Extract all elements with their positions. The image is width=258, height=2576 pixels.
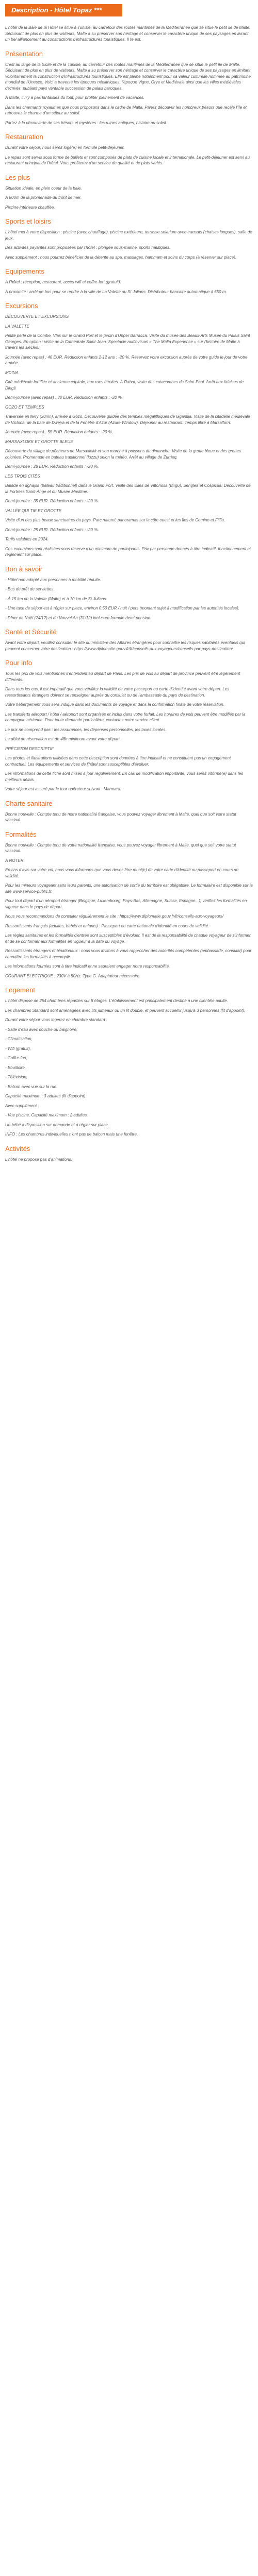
section-title: Activités xyxy=(5,1144,30,1153)
section-paragraph: Dans tous les cas, il est impératif que vous vérifiiez la validité de votre passeport ou carte d'identité avant votre départ. Les ressortissants étrangers doivent se renseigner auprès du consulat ou de l'ambassade du pays de destination. xyxy=(5,687,230,698)
section-title: Restauration xyxy=(5,133,43,141)
section-title: Formalités xyxy=(5,830,37,838)
section-paragraph: MDINA xyxy=(5,370,19,375)
section-paragraph: Des activités payantes sont proposées par l'hôtel : plongée sous-marine, sports nautiques. xyxy=(5,245,171,250)
section-paragraph: Capacité maximum : 3 adultes (lit d'appoint). xyxy=(5,1094,87,1098)
section-paragraph: COURANT ÉLECTRIQUE : 230V à 50Hz. Type G. Adaptateur nécessaire. xyxy=(5,973,141,978)
section-title: Présentation xyxy=(5,49,43,58)
section-paragraph: LA VALETTE xyxy=(5,324,29,329)
section-paragraph: Demi-journée : 35 EUR. Réduction enfants : -20 %. xyxy=(5,499,99,503)
section-paragraph: DÉCOUVERTE ET EXCURSIONS xyxy=(5,314,69,319)
section-bon-a-savoir xyxy=(5,565,253,621)
section-paragraph: À proximité : arrêt de bus pour se rendre à la ville de La Valette ou St Julians. Distributeur bancaire automatique à 650 m. xyxy=(5,289,227,294)
section-paragraph: Découverte du village de pêcheurs de Marsaxlokk et son marché à poissons du dimanche. Visite de la grotte bleue et des grottes colorées. Promenade en bateau traditionnel (luzzu) selon la météo. Arrêt au village de Zurrieq. xyxy=(5,449,241,460)
section-logement xyxy=(5,986,253,1138)
section-paragraph: - Dîner de Noël (24/12) et du Nouvel An (31/12) inclus en formule demi-pension. xyxy=(5,615,152,620)
section-title: Sports et loisirs xyxy=(5,217,51,225)
section-paragraph: Avec supplément : xyxy=(5,1103,39,1108)
section-paragraph: Les informations fournies sont à titre indicatif et ne sauraient engager notre responsabilité. xyxy=(5,964,170,969)
section-paragraph: Un bébé a disposition sur demande et à régler sur place. xyxy=(5,1122,109,1127)
section-paragraph: PRÉCISION DESCRIPTIF xyxy=(5,746,54,751)
section-paragraph: - Bouilloire, xyxy=(5,1065,26,1070)
section-paragraph: Le prix ne comprend pas : les assurances, les dépenses personnelles, les taxes locales. xyxy=(5,727,167,732)
section-paragraph: - Coffre-fort, xyxy=(5,1056,28,1060)
section-precision xyxy=(5,746,253,792)
section-paragraph: - Climatisation, xyxy=(5,1037,33,1041)
section-paragraph: Pour tout départ d'un aéroport étranger (Belgique, Luxembourg, Pays-Bas, Allemagne, Suisse, Espagne...), vérifiez les formalités en vigueur dans le pays de départ. xyxy=(5,899,247,909)
section-paragraph: L'hôtel de la Baie de la Hôtel se situe à Tunisie, au carrefour des routes maritimes de la Méditerranée que se situe le petit île de Malte. Séduisant de plus en plus de visiteurs, Malte a su préserver son héritage et conserver le caractère unique de ses paysages en livrant un bel alliancement au constructions d'infrastructures touristiques. Il te est. xyxy=(5,25,251,42)
section-paragraph: Journée (avec repas) : 55 EUR. Réduction enfants : -20 %. xyxy=(5,430,113,434)
section-paragraph: - Bus de prêt de serviettes. xyxy=(5,587,55,591)
section-paragraph: Balade en dgħajsa (bateau traditionnel) dans le Grand Port. Visite des villes de Vittoriosa (Birgu), Senglea et Cospicua. Découverte de la Fortress Saint-Ange et du Musée Maritime. xyxy=(5,483,251,494)
section-paragraph: Demi-journée : 28 EUR. Réduction enfants : -20 %. xyxy=(5,464,99,469)
section-paragraph: Le délai de réservation est de 48h minimum avant votre départ. xyxy=(5,737,121,741)
section-paragraph: - Salle d'eau avec douche ou baignoire, xyxy=(5,1027,78,1032)
section-paragraph: Journée (avec repas) : 40 EUR. Réduction enfants 2-12 ans : -20 %. Réservez votre excursion auprès de votre guide le jour de votre arrivée. xyxy=(5,354,248,365)
section-title: Les plus xyxy=(5,173,30,181)
section-paragraph: Avant votre départ, veuillez consulter le site du ministère des Affaires étrangères pour connaître les risques sanitaires éventuels qui peuvent concerner votre destination : https://www.diplomatie.gouv.fr/fr/conseils-aux-voyageurs/conseils-par-pays-destination/ xyxy=(5,640,245,651)
section-paragraph: Votre séjour est assuré par le tour opérateur suivant : Marmara. xyxy=(5,787,122,791)
section-paragraph: Petite perle de la Combe, Vlas sur le Grand Port et le jardin d'Upper Barracca. Visite du musée des Beaux-Arts Musée du Palais Saint Georges. En option : visite de la Cathédrale Saint-Jean. Spectacle audiovisuel « The Malta Experience » sur l'histoire de Malte à travers les siècles. xyxy=(5,333,250,350)
section-paragraph: Les chambres Standard sont aménagées avec lits jumeaux ou un lit double, et peuvent accueillir jusqu'à 3 personnes (lit d'appoint). xyxy=(5,1008,246,1013)
section-paragraph: Bonne nouvelle : Compte tenu de votre nationalité française, vous pouvez voyager librement à Malte, quel que soit votre statut vaccinal. xyxy=(5,842,236,853)
section-sports-loisirs xyxy=(5,217,253,260)
section-paragraph: Les transferts aéroport / hôtel / aéroport sont organisés et inclus dans votre forfait. Les horaires de vols peuvent être modifiés par la compagnie aérienne. Pour toute demande particulière, contactez notre service client. xyxy=(5,711,246,722)
section-paragraph: MARSAXLOKK ET GROTTE BLEUE xyxy=(5,439,73,444)
section-paragraph: Durant votre séjour vous logerez en chambre standard : xyxy=(5,1018,107,1022)
section-title: Logement xyxy=(5,986,35,994)
section-paragraph: L'hôtel dispose de 254 chambres réparties sur 8 étages. L'établissement est principalement destiné à une clientèle adulte. xyxy=(5,998,228,1003)
section-paragraph: Situation idéale, en plein coeur de la baie. xyxy=(5,185,82,191)
section-paragraph: - Hôtel non adapté aux personnes à mobilité réduite. xyxy=(5,577,101,582)
section-paragraph: INFO : Les chambres individuelles n'ont pas de balcon mais une fenêtre. xyxy=(5,1132,138,1137)
section-paragraph: Votre hébergement vous sera indiqué dans les documents de voyage et dans la confirmation finale de votre réservation. xyxy=(5,702,224,707)
section-paragraph: Les informations de cette fiche sont mises à jour régulièrement. En cas de modification importante, vous serez informé(e) dans les meilleurs délais. xyxy=(5,771,244,782)
section-paragraph: GOZO ET TEMPLES xyxy=(5,404,44,410)
section-paragraph: Le repas sont servis sous forme de buffets et sont composés de plats de cuisine locale et internationale. Le petit-déjeuner est servi au restaurant principal de l'hôtel. Vous profiterez d'un service de qualité et de plats variés. xyxy=(5,155,250,165)
section-paragraph: À l'hôtel : réception, restaurant, accès wifi et coffre-fort (gratuit). xyxy=(5,280,121,284)
section-paragraph: Ressortissants étrangers et binationaux : nous vous invitons à vous rapprocher des autorités compétentes (ambassade, consulat) pour connaître les formalités à accomplir. xyxy=(5,948,252,959)
section-paragraph: LES TROIS CITÉS xyxy=(5,473,40,479)
section-paragraph: - Wifi (gratuit), xyxy=(5,1046,31,1051)
section-restauration xyxy=(5,133,253,166)
section-paragraph: L'hôtel met à votre disposition : piscine (avec chauffage), piscine extérieure, terrasse solarium avec transats (chaises longues), salle de jeux. xyxy=(5,230,252,241)
section-paragraph: Tous les prix de vols mentionnés s'entendent au départ de Paris. Les prix de vols au départ de province peuvent être légèrement différents. xyxy=(5,671,240,682)
section-paragraph: C'est au large de la Sicile et de la Tunisie, au carrefour des routes maritimes de la Méditerranée que se situe le petit île de Malte. Séduisant de plus en plus de visiteurs, Malte a su préserver son héritage et conserver le caractère unique de ses paysages en limitant volontairement la construction d'infrastructures touristiques. Elle est pleine notamment pour sa valeur culturelle nommée au patrimoine mondial de l'Unesco. Voici a traversé les époques néolithiques, l'époque Vigne, Orye et Mediévale ainsi que les villes médiévales décrivés, publiant pays véritable succession de palais baroques. xyxy=(5,62,251,91)
section-paragraph: Durant votre séjour, nous serez logé(e) en formule petit-déjeuner. xyxy=(5,145,125,150)
page-title: Description - Hôtel Topaz *** xyxy=(5,4,122,16)
section-paragraph: Les règles sanitaires et les formalités d'entrée sont susceptibles d'évoluer. Il est de la responsabilité de chaque voyageur de s'informer et de se conformer aux formalités en vigueur à la date du voyage. xyxy=(5,933,251,944)
section-paragraph: À NOTER xyxy=(5,858,24,863)
section-title: Bon à savoir xyxy=(5,565,43,573)
section-paragraph: Demi-journée (avec repas) : 30 EUR. Réduction enfants : -20 %. xyxy=(5,395,123,400)
section-title: Santé et Sécurité xyxy=(5,628,57,636)
section-paragraph: Visite d'un des plus beaux sanctuaires du pays. Parc naturel, panoramas sur la côte ouest et les îles de Comino et Filfla. xyxy=(5,518,225,522)
section-paragraph: - Une taxe de séjour est à régler sur place, environ 0.50 EUR / nuit / pers (montant sujet à modification par les autorités locales). xyxy=(5,606,239,611)
section-paragraph: Ces excursions sont réalisées sous réserve d'un minimum de participants. Prix par personne donnés à titre indicatif, fonctionnement et règlement sur place. xyxy=(5,546,251,557)
section-presentation xyxy=(5,50,253,126)
section-title: Excursions xyxy=(5,302,38,310)
section-paragraph: Bonne nouvelle : Compte tenu de notre nationalité française, vous pouvez voyager librement à Malte, quel que soit votre statut vaccinal. xyxy=(5,811,236,822)
section-paragraph: - Télévision, xyxy=(5,1075,28,1079)
section-paragraph: Avec supplément : nous pourrez bénéficier de la détente au spa, massages, hammam et soins du corps (à réserver sur place). xyxy=(5,255,237,260)
section-excursions xyxy=(5,302,253,558)
section-paragraph: Ressortissants français (adultes, bébés et enfants) : Passeport ou carte nationale d'identité en cours de validité. xyxy=(5,923,209,928)
section-paragraph: Pour les mineurs voyageant sans leurs parents, une autorisation de sortie du territoire est obligatoire. Le formulaire est disponible sur le site www.service-public.fr. xyxy=(5,883,253,894)
section-intro xyxy=(5,25,253,43)
section-activites xyxy=(5,1145,253,1163)
section-charte-sanitaire xyxy=(5,800,253,823)
section-paragraph: L'hôtel ne propose pas d'animations. xyxy=(5,1157,72,1162)
section-title: Charte sanitaire xyxy=(5,799,53,807)
section-paragraph: Nous vous recommandons de consulter régulièrement le site : https://www.diplomatie.gouv.fr/fr/conseils-aux-voyageurs/ xyxy=(5,914,224,919)
section-title: Equipements xyxy=(5,267,44,275)
section-paragraph: Partez à la découverte de ses trésors et mystères : les ruines antiques, histoire au soleil. xyxy=(5,120,167,125)
section-pour-info xyxy=(5,659,253,742)
section-paragraph: Demi-journée : 25 EUR. Réduction enfants : -20 %. xyxy=(5,527,99,532)
section-paragraph: Cité médiévale fortifiée et ancienne capitale, aux rues étroites. À Rabat, visite des catacombes de Saint-Paul. Arrêt aux falaises de Dingli. xyxy=(5,380,244,391)
section-paragraph: VALLÉE QUI TIE ET GROTTE xyxy=(5,508,61,513)
description-content xyxy=(5,25,253,1162)
section-les-plus xyxy=(5,174,253,211)
section-paragraph: Piscine intérieure chauffée. xyxy=(5,205,55,210)
section-title: Pour info xyxy=(5,659,33,667)
section-paragraph: Tarifs valables en 2024. xyxy=(5,537,49,541)
page xyxy=(0,0,258,1176)
section-paragraph: À Malte, il n'y a pas fantaisies du tout, pour profiter pleinement de vacances. xyxy=(5,95,145,100)
section-paragraph: À 800m de la promenade du front de mer. xyxy=(5,195,82,200)
section-paragraph: - Vue piscine. Capacité maximum : 2 adultes. xyxy=(5,1113,88,1117)
section-paragraph: Les photos et illustrations utilisées dans cette description sont données à titre indicatif et ne constituent pas un engagement contractuel. Les équipements et services de l'hôtel sont susceptibles d'évoluer. xyxy=(5,756,231,767)
section-paragraph: Dans les charmants royaumes que nous proposons dans le cadre de Malta, Partez découvrir les nombreux trésors que recèle l'île et retrouvez le charme d'un séjour au soleil. xyxy=(5,105,247,115)
section-formalites xyxy=(5,831,253,979)
section-paragraph: - À 15 km de la Valette (Malte) et à 10 km de St Julians. xyxy=(5,596,107,601)
section-paragraph: - Balcon avec vue sur la rue. xyxy=(5,1084,58,1089)
section-paragraph: Traversée en ferry (20mn), arrivée à Gozo. Découverte guidée des temples mégalithiques de Ggantija. Visite de la citadelle médiévale de Victoria, de la baie de Dwejra et de la Fenêtre d'Azur (Azure Window). Déjeuner au restaurant. Temps libre à Marsalforn. xyxy=(5,414,250,425)
section-paragraph: En cas d'avis sur votre vol, nous vous informons que vous devez être muni(e) de votre carte d'identité ou passeport en cours de validité. xyxy=(5,868,239,878)
section-sante-securite xyxy=(5,628,253,652)
section-equipements xyxy=(5,267,253,295)
